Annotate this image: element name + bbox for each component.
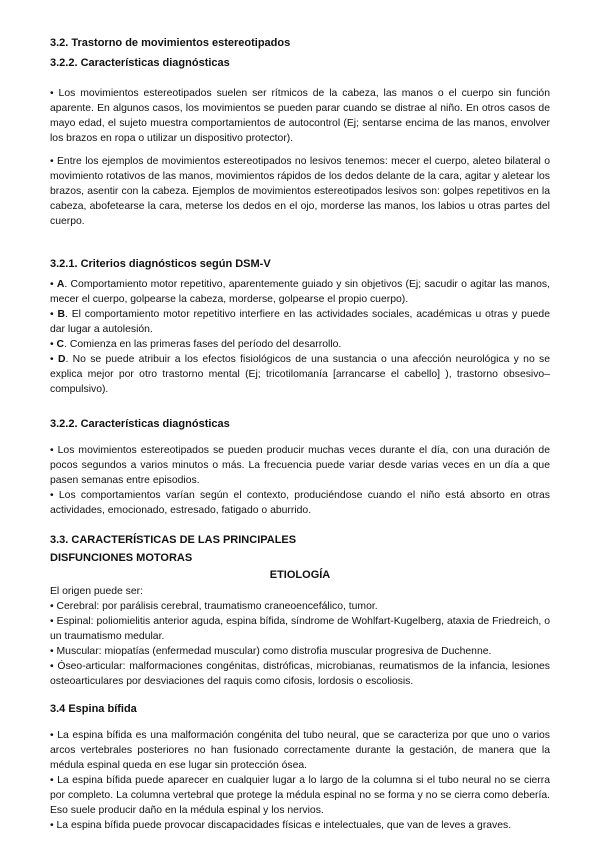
etiology-item-muscular: • Muscular: miopatías (enfermedad muscular) como distrofia muscular progresiva de Duchenne.: [50, 646, 492, 657]
paragraph-frequency: • Los movimientos estereotipados se pueden producir muchas veces durante el día, con una duración de pocos segundos a varios minutos o más. La frecuencia puede variar desde varias veces en un día a que pasen semanas entre episodios.: [50, 445, 550, 486]
spina-bifida-location: • La espina bífida puede aparecer en cualquier lugar a lo largo de la columna si el tubo neural no se cierra por completo. La columna vertebral que protege la médula espinal no se forma y no se cierra como debería. Eso suele producir daño en la médula espinal y los nervios.: [50, 775, 550, 816]
spina-bifida-definition: • La espina bífida es una malformación congénita del tubo neural, que se caracteriza por que uno o varios arcos vertebrales posteriores no han fusionado correctamente durante la gestación, de manera que la médula espinal queda en ese lugar sin protección ósea.: [50, 730, 550, 771]
section-title-3-2: 3.2. Trastorno de movimientos estereotipados: [50, 37, 291, 49]
section-title-motor-dysfunctions-line1: 3.3. CARACTERÍSTICAS DE LAS PRINCIPALES: [50, 534, 297, 546]
etiology-heading: ETIOLOGÍA: [269, 569, 331, 581]
criterion-c: • C. Comienza en las primeras fases del período del desarrollo.: [50, 339, 342, 350]
spina-bifida-disabilities: • La espina bífida puede provocar discapacidades físicas e intelectuales, que van de leves a graves.: [50, 820, 512, 831]
criterion-b: • B. El comportamiento motor repetitivo interfiere en las actividades sociales, académicas u otras y puede dar lugar a autolesión.: [50, 309, 550, 335]
criterion-d: • D. No se puede atribuir a los efectos fisiológicos de una sustancia o una afección neurológica y no se explica mejor por otro trastorno mental (Ej; tricotilomanía [arrancarse el cabello] ), trastorno obsesivo– compulsivo).: [50, 354, 550, 395]
etiology-item-cerebral: • Cerebral: por parálisis cerebral, traumatismo craneoencefálico, tumor.: [50, 601, 378, 612]
subsection-title-3-2-2: 3.2.2. Características diagnósticas: [50, 57, 230, 69]
etiology-intro: El origen puede ser:: [50, 586, 143, 597]
section-title-spina-bifida: 3.4 Espina bífida: [50, 703, 137, 715]
paragraph-stereotyped-examples: • Entre los ejemplos de movimientos estereotipados no lesivos tenemos: mecer el cuerpo, aleteo bilateral o movimiento rotativos de las manos, movimientos rápidos de los dedos delante de la cara, agitar y aletear los brazos, asentir con la cabeza. Ejemplos de movimientos estereotipados lesivos son: golpes repetitivos en la cabeza, abofetearse la cara, meterse los dedos en el ojo, morderse las manos, los labios u otras partes del cuerpo.: [50, 156, 550, 227]
section-title-diagnostic-characteristics: 3.2.2. Características diagnósticas: [50, 418, 230, 430]
document-page: [50, 36, 550, 833]
section-title-motor-dysfunctions-line2: DISFUNCIONES MOTORAS: [50, 552, 193, 564]
section-title-dsm-criteria: 3.2.1. Criterios diagnósticos según DSM-V: [50, 258, 271, 270]
criterion-a: • A. Comportamiento motor repetitivo, aparentemente guiado y sin objetivos (Ej; sacudir o agitar las manos, mecer el cuerpo, golpearse la cabeza, morderse, golpearse el propio cuerpo).: [50, 279, 550, 305]
etiology-item-osteoarticular: • Óseo-articular: malformaciones congénitas, distróficas, microbianas, reumatismos de la infancia, lesiones osteoarticulares por desviaciones del raquis como cifosis, lordosis o escoliosis.: [50, 661, 550, 687]
paragraph-context: • Los comportamientos varían según el contexto, produciéndose cuando el niño está absorto en otras actividades, emocionado, estresado, fatigado o aburrido.: [50, 490, 550, 516]
paragraph-stereotyped-rhythmic: • Los movimientos estereotipados suelen ser rítmicos de la cabeza, las manos o el cuerpo sin función aparente. En algunos casos, los movimientos se pueden parar cuando se distrae al niño. En otros casos de mayo edad, el sujeto muestra comportamientos de autocontrol (Ej; sentarse encima de las manos, envolver los brazos en ropa o utilizar un dispositivo protector).: [50, 88, 550, 144]
etiology-item-spinal: • Espinal: poliomielitis anterior aguda, espina bífida, síndrome de Wohlfart-Kugelberg, ataxia de Friedreich, o un traumatismo medular.: [50, 616, 550, 642]
